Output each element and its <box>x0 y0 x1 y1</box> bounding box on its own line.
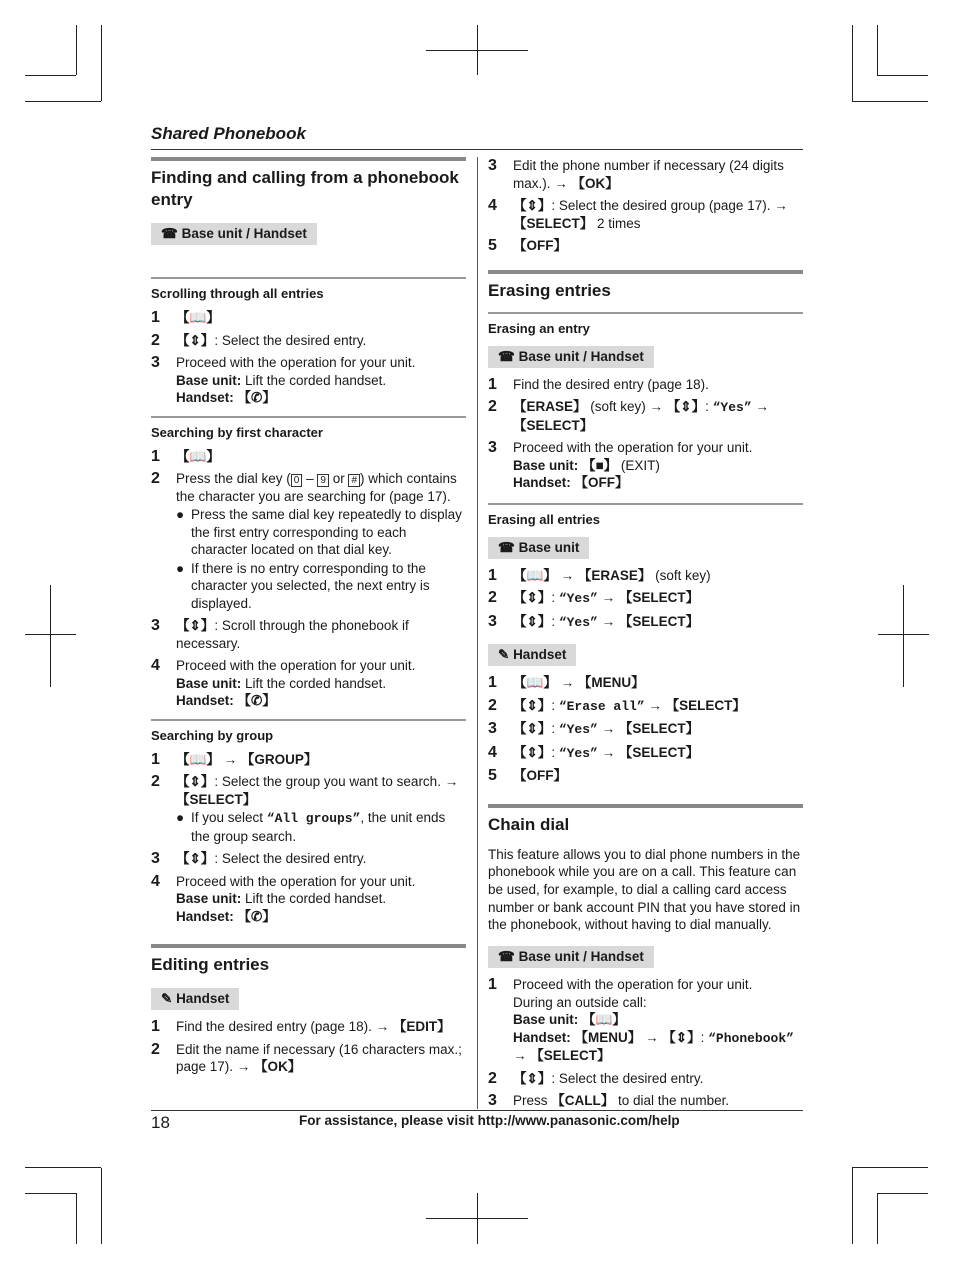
list-item: 3 Press 【CALL】 to dial the number. <box>488 1092 730 1110</box>
crop-mark <box>877 1193 928 1194</box>
crop-mark <box>878 634 929 635</box>
section-bar <box>151 944 466 948</box>
updown-icon: 【⇕】 <box>176 332 215 348</box>
crop-mark <box>877 75 928 76</box>
crop-mark <box>25 101 101 102</box>
list-item: 1 【📖】 → 【GROUP】 <box>151 750 318 768</box>
phonebook-icon: 📖 <box>189 751 207 767</box>
unit-badge: ✎ Handset <box>151 988 239 1010</box>
unit-badge: ✎ Handset <box>488 644 576 666</box>
list-item: 5 【OFF】 <box>488 237 567 254</box>
phonebook-icon: 📖 <box>526 675 544 690</box>
handset-icon: ✎ <box>161 991 177 1006</box>
updown-icon: 【⇕】 <box>666 399 706 414</box>
phone-icon: ☎ <box>498 348 519 364</box>
crop-mark <box>426 50 528 51</box>
list-item: 4 【⇕】: Select the desired group (page 17). → 【SELECT】 2 times <box>488 197 788 231</box>
updown-icon: 【⇕】 <box>513 613 552 629</box>
erase-title: Erasing entries <box>488 280 611 300</box>
list-item: 1 Find the desired entry (page 18). → 【EDIT】 <box>151 1018 451 1035</box>
left-column <box>151 157 466 1081</box>
handset-icon: ✎ <box>498 647 514 662</box>
crop-mark <box>76 1193 77 1244</box>
unit-badge: ☎ Base unit / Handset <box>488 346 654 368</box>
crop-mark <box>101 25 102 101</box>
phonebook-icon: 📖 <box>189 310 207 325</box>
subsection-bar <box>488 503 803 505</box>
updown-icon: 【⇕】 <box>176 851 215 866</box>
chain-title: Chain dial <box>488 814 570 834</box>
section-bar <box>488 270 803 274</box>
crop-mark <box>50 585 51 687</box>
section-bar <box>488 804 803 808</box>
list-item: 4 【⇕】: “Yes” → 【SELECT】 <box>488 743 700 761</box>
crop-mark <box>852 1168 853 1244</box>
erase-all-title: Erasing all entries <box>488 511 600 527</box>
phone-icon: ☎ <box>161 226 182 241</box>
crop-mark <box>852 101 928 102</box>
page-number: 18 <box>151 1113 170 1132</box>
list-item: 4 Proceed with the operation for your unit. Base unit: Lift the corded handset. Handset: 【✆】 <box>151 872 416 924</box>
list-item: 2 【ERASE】 (soft key) → 【⇕】: “Yes” → 【SELECT】 <box>488 398 769 433</box>
crop-mark <box>852 1167 928 1168</box>
page-header <box>151 124 803 150</box>
page-footer <box>151 1110 803 1137</box>
talk-icon: 【✆】 <box>237 693 276 708</box>
group-title: Searching by group <box>151 727 274 743</box>
phonebook-icon: 📖 <box>189 448 207 464</box>
updown-icon: 【⇕】 <box>513 697 552 713</box>
crop-mark <box>25 1193 76 1194</box>
unit-badge: ☎ Base unit / Handset <box>488 946 654 968</box>
subsection-bar <box>151 416 466 418</box>
updown-icon: 【⇕】 <box>513 721 552 736</box>
updown-icon: 【⇕】 <box>513 198 552 213</box>
chain-description: This feature allows you to dial phone numbers in the phonebook while you are on a call. This feature can be used, for example, to dial a calling card access number or bank account PIN that you have stored in the phonebook, without having to dial manually. <box>488 846 801 933</box>
subsection-bar <box>151 277 466 279</box>
talk-icon: 【✆】 <box>237 908 276 924</box>
list-item: 2 【⇕】: “Erase all” → 【SELECT】 <box>488 696 746 714</box>
list-item: 3 【⇕】: “Yes” → 【SELECT】 <box>488 612 700 630</box>
updown-icon: 【⇕】 <box>513 744 552 760</box>
list-item: 3 Proceed with the operation for your unit. Base unit: Lift the corded handset. Handset: 【✆】 <box>151 354 416 405</box>
list-item: 2 【⇕】: “Yes” → 【SELECT】 <box>488 589 700 606</box>
list-item: 1 【📖】 → 【MENU】 <box>488 674 645 691</box>
phonebook-icon: 📖 <box>595 1012 613 1028</box>
section-title: Shared Phonebook <box>151 124 306 143</box>
updown-icon: 【⇕】 <box>176 618 215 633</box>
crop-mark <box>877 25 878 75</box>
crop-mark <box>76 25 77 75</box>
list-item: 3 Proceed with the operation for your unit. Base unit: 【■】 (EXIT) Handset: 【OFF】 <box>488 439 753 490</box>
list-item: 3 【⇕】: Scroll through the phonebook if necessary. <box>151 617 409 651</box>
updown-icon: 【⇕】 <box>662 1029 701 1045</box>
crop-mark <box>101 1168 102 1244</box>
subsection-bar <box>488 312 803 314</box>
unit-badge: ☎ Base unit / Handset <box>151 223 317 245</box>
crop-mark <box>426 1218 528 1219</box>
first-char-title: Searching by first character <box>151 424 323 440</box>
updown-icon: 【⇕】 <box>513 1070 552 1086</box>
crop-mark <box>25 1167 101 1168</box>
list-item: 5 【OFF】 <box>488 767 567 784</box>
crop-mark <box>25 75 76 76</box>
list-item: 2 Press the dial key ( 0 – 9 or # ) which contains the character you are searching for (page 17). ● Press the same dial key repeatedly to display the first entry corresponding to each character located on that dial key. ● If there is no entry corresponding to the character you selected, the next entry is displayed. <box>151 470 462 611</box>
help-link[interactable]: For assistance, please visit http://www.panasonic.com/help <box>299 1113 680 1128</box>
list-item: 2 【⇕】: Select the group you want to search. → 【SELECT】 ● If you select “All groups”, the unit ends the group search. <box>151 773 459 844</box>
list-item: 1 【📖】 <box>151 447 220 465</box>
crop-mark <box>877 1193 878 1244</box>
list-item: 2 【⇕】: Select the desired entry. <box>488 1069 704 1087</box>
list-item: 2 Edit the name if necessary (16 characters max.; page 17). → 【OK】 <box>151 1040 462 1074</box>
list-item: 1 【📖】 → 【ERASE】 (soft key) <box>488 566 711 584</box>
crop-mark <box>903 585 904 687</box>
column-divider <box>477 157 478 1109</box>
list-item: 4 Proceed with the operation for your unit. Base unit: Lift the corded handset. Handset: 【✆】 <box>151 657 416 708</box>
talk-icon: 【✆】 <box>237 390 276 405</box>
subsection-bar <box>151 719 466 721</box>
updown-icon: 【⇕】 <box>176 774 215 789</box>
list-item: 1 Find the desired entry (page 18). <box>488 375 709 393</box>
list-item: 3 【⇕】: “Yes” → 【SELECT】 <box>488 720 700 737</box>
unit-badge: ☎ Base unit <box>488 537 589 559</box>
updown-icon: 【⇕】 <box>513 590 552 605</box>
right-column <box>488 157 803 1115</box>
list-item: 3 【⇕】: Select the desired entry. <box>151 850 367 867</box>
find-title: Finding and calling from a phonebook entry <box>151 168 459 209</box>
section-bar <box>151 157 466 161</box>
phone-icon: ☎ <box>498 949 519 965</box>
list-item: 1 【📖】 <box>151 309 220 326</box>
scroll-title: Scrolling through all entries <box>151 286 324 301</box>
edit-title: Editing entries <box>151 955 270 974</box>
list-item: 2 【⇕】: Select the desired entry. <box>151 331 367 349</box>
phone-icon: ☎ <box>498 539 519 555</box>
list-item: 1 Proceed with the operation for your unit. During an outside call: Base unit: 【📖】 Handset: 【MENU】 → 【⇕】: “Phonebook” → 【SELECT】 <box>488 976 794 1064</box>
phonebook-icon: 📖 <box>526 567 544 583</box>
crop-mark <box>25 634 76 635</box>
crop-mark <box>852 25 853 101</box>
list-item: 3 Edit the phone number if necessary (24 digits max.). → 【OK】 <box>488 157 784 191</box>
erase-one-title: Erasing an entry <box>488 320 590 336</box>
